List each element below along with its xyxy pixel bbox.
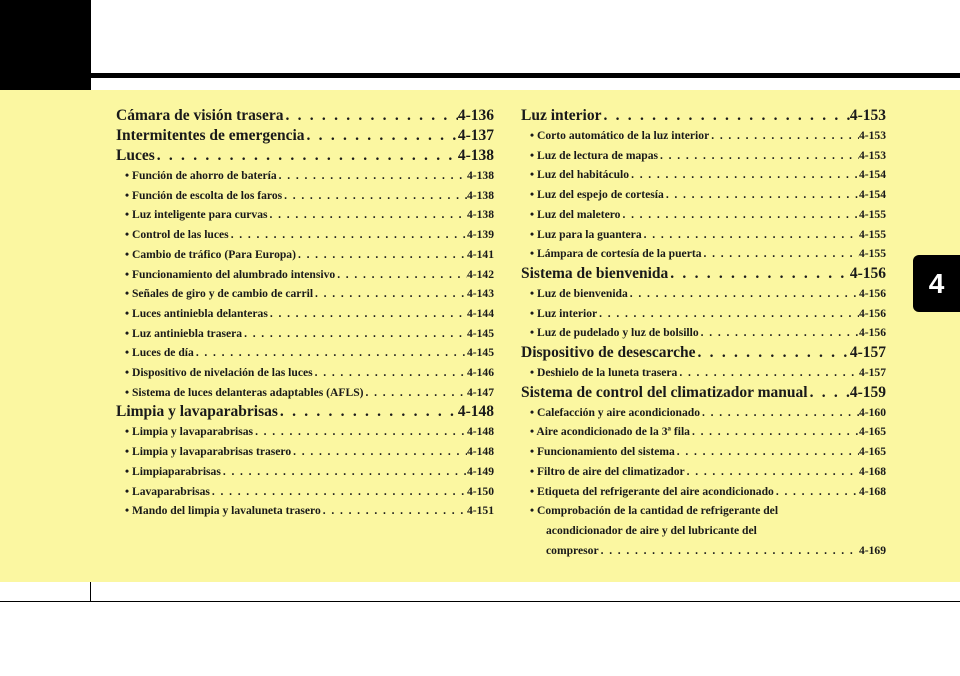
toc-entry[interactable] — [521, 422, 886, 442]
toc-entry-label: • Función de ahorro de batería — [125, 169, 277, 182]
toc-entry[interactable] — [521, 225, 886, 245]
toc-entry-label: • Señales de giro y de cambio de carril — [125, 287, 314, 301]
toc-entry-label: • Cambio de tráfico (Para Europa) — [125, 247, 296, 261]
toc-entry[interactable] — [116, 225, 494, 245]
toc-entry[interactable] — [116, 284, 494, 304]
toc-entry-label: • Luz de pudelado y luz de bolsillo — [530, 326, 699, 340]
dot-leader — [597, 304, 859, 324]
toc-page-number: 4-138 — [466, 169, 494, 182]
toc-entry-label: Sistema de bienvenida — [521, 264, 669, 282]
toc-entry-label: • Luces de día — [125, 346, 194, 360]
toc-entry[interactable] — [521, 185, 886, 205]
dot-leader — [253, 422, 467, 442]
toc-entry[interactable] — [116, 265, 494, 285]
dot-leader — [700, 403, 859, 423]
toc-entry-label: • Funcionamiento del sistema — [530, 445, 675, 459]
toc-entry-label: • Dispositivo de nivelación de las luces — [125, 366, 313, 380]
toc-page-number: 4-143 — [466, 287, 494, 301]
toc-entry-label: • Luz interior — [530, 306, 598, 320]
toc-page-number: 4-156 — [858, 326, 886, 340]
toc-page-number: 4-168 — [858, 484, 886, 498]
toc-page-number: 4-165 — [858, 445, 886, 459]
dot-leader — [699, 323, 859, 343]
toc-entry-label: • Lámpara de cortesía de la puerta — [530, 247, 702, 261]
toc-column-left — [116, 106, 494, 521]
dot-leader — [335, 265, 467, 285]
toc-page-number: 4-157 — [858, 366, 886, 380]
toc-entry[interactable] — [521, 363, 886, 383]
toc-entry[interactable] — [116, 501, 494, 521]
toc-section-heading[interactable] — [116, 146, 494, 166]
dot-leader — [221, 462, 467, 482]
dot-leader — [282, 186, 467, 206]
toc-entry[interactable] — [116, 383, 494, 403]
toc-page-number: 4-153 — [849, 107, 886, 124]
dot-leader — [685, 462, 859, 482]
toc-entry-label: • Luz antiniebla trasera — [125, 326, 243, 340]
toc-page-number: 4-148 — [466, 425, 494, 439]
toc-entry[interactable] — [521, 482, 886, 502]
toc-entry[interactable] — [521, 462, 886, 482]
toc-entry-label: • Limpiaparabrisas — [125, 464, 221, 478]
toc-page-number: 4-159 — [849, 383, 886, 401]
dot-leader — [321, 501, 467, 521]
toc-entry[interactable] — [116, 462, 494, 482]
dot-leader — [709, 126, 859, 146]
toc-entry-label: • Aire acondicionado de la 3ª fila — [530, 425, 690, 439]
toc-page-number: 4-144 — [466, 306, 494, 320]
toc-section-heading[interactable] — [521, 343, 886, 363]
toc-entry-label: • Limpia y lavaparabrisas — [125, 425, 254, 439]
toc-page-number: 4-138 — [457, 147, 494, 164]
toc-entry-label: • Etiqueta del refrigerante del aire acondicionado — [530, 484, 774, 498]
toc-page-number: 4-155 — [858, 207, 886, 221]
dot-leader — [268, 304, 467, 324]
toc-entry-label: • Lavaparabrisas — [125, 484, 210, 498]
dot-leader — [668, 264, 850, 284]
toc-entry-multiline[interactable] — [521, 501, 886, 560]
toc-entry[interactable] — [521, 126, 886, 146]
dot-leader — [296, 245, 467, 265]
dot-leader — [305, 126, 458, 146]
toc-entry[interactable] — [521, 323, 886, 343]
toc-page-number: 4-139 — [466, 228, 494, 242]
dot-leader — [774, 482, 859, 502]
toc-page-number: 4-155 — [858, 247, 886, 261]
toc-entry-label: • Limpia y lavaparabrisas trasero — [125, 445, 292, 459]
toc-entry[interactable] — [116, 482, 494, 502]
toc-page-number: 4-157 — [849, 344, 886, 362]
toc-section-heading[interactable] — [521, 264, 886, 284]
toc-page-number: 4-156 — [858, 286, 886, 300]
toc-entry[interactable] — [521, 284, 886, 304]
toc-page-number: 4-168 — [858, 464, 886, 478]
toc-entry[interactable] — [521, 244, 886, 264]
toc-entry[interactable] — [116, 205, 494, 225]
toc-entry-label: • Luz para la guantera — [530, 227, 642, 241]
toc-entry-label: • Luz del espejo de cortesía — [530, 188, 664, 202]
toc-entry[interactable] — [521, 165, 886, 185]
toc-entry-label: Dispositivo de desescarche — [521, 344, 696, 362]
dot-leader — [194, 343, 467, 363]
dot-leader — [210, 482, 467, 502]
dot-leader — [675, 442, 859, 462]
toc-entry-label-line: • Comprobación de la cantidad de refrigerante del — [530, 504, 779, 518]
toc-entry-label: Luces — [116, 147, 155, 164]
dot-leader — [628, 284, 859, 304]
toc-page-number: 4-149 — [466, 464, 494, 478]
toc-section-heading[interactable] — [116, 106, 494, 126]
toc-page-number: 4-153 — [858, 148, 886, 162]
toc-entry-label: • Mando del limpia y lavaluneta trasero — [125, 504, 321, 518]
toc-entry[interactable] — [521, 146, 886, 166]
toc-entry-label: • Control de las luces — [125, 228, 229, 242]
corner-block — [0, 0, 91, 90]
toc-entry-label: Intermitentes de emergencia — [116, 127, 305, 144]
toc-page-number: 4-155 — [858, 227, 886, 241]
toc-page-number: 4-145 — [466, 326, 494, 340]
toc-entry-label: • Sistema de luces delanteras adaptables (AFLS) — [125, 385, 364, 399]
dot-leader — [642, 225, 859, 245]
dot-leader — [283, 106, 457, 126]
dot-leader — [808, 383, 850, 403]
dot-leader — [155, 146, 458, 166]
dot-leader — [291, 442, 467, 462]
toc-entry[interactable] — [521, 442, 886, 462]
dot-leader — [242, 324, 467, 344]
toc-entry[interactable] — [116, 422, 494, 442]
toc-page-number: 4-145 — [466, 346, 494, 360]
toc-entry-label: • Luces antiniebla delanteras — [125, 306, 268, 320]
chapter-tab[interactable]: 4 — [913, 255, 960, 312]
toc-entry[interactable] — [521, 403, 886, 423]
dot-leader — [277, 166, 467, 186]
toc-page-number: 4-156 — [858, 306, 886, 320]
toc-entry-label: • Funcionamiento del alumbrado intensivo — [125, 267, 336, 281]
toc-entry-label: • Filtro de aire del climatizador — [530, 464, 685, 478]
toc-page-number: 4-138 — [466, 188, 494, 202]
dot-leader — [364, 383, 467, 403]
toc-entry-label: • Calefacción y aire acondicionado — [530, 405, 701, 419]
toc-entry-label: • Luz del maletero — [530, 207, 621, 221]
toc-entry[interactable] — [521, 304, 886, 324]
footer-rule — [0, 601, 960, 602]
toc-entry[interactable] — [116, 324, 494, 344]
toc-entry-label: • Luz del habitáculo — [530, 168, 630, 182]
dot-leader — [696, 343, 850, 363]
toc-page-number: 4-151 — [466, 504, 494, 518]
dot-leader — [664, 185, 859, 205]
toc-page-number: 4-153 — [858, 129, 886, 142]
toc-page-number: 4-146 — [466, 366, 494, 380]
toc-page-number: 4-148 — [466, 445, 494, 459]
dot-leader — [313, 284, 467, 304]
toc-entry-label: Cámara de visión trasera — [116, 107, 284, 124]
dot-leader — [229, 225, 467, 245]
toc-column-right — [521, 106, 886, 560]
toc-page-number: 4-154 — [858, 168, 886, 182]
toc-entry-label-line: acondicionador de aire y del lubricante del — [546, 523, 757, 537]
dot-leader — [677, 363, 859, 383]
toc-page-number: 4-169 — [858, 543, 886, 557]
toc-page-number: 4-141 — [466, 247, 494, 261]
header-rule — [91, 73, 960, 78]
toc-entry-label: • Deshielo de la luneta trasera — [530, 366, 678, 380]
toc-page-number: 4-156 — [849, 264, 886, 282]
toc-entry-label-line: compresor — [546, 543, 599, 557]
toc-entry-label: Luz interior — [521, 107, 602, 124]
toc-entry[interactable] — [116, 343, 494, 363]
toc-page-number: 4-138 — [466, 208, 494, 222]
dot-leader — [602, 106, 850, 126]
toc-section-heading[interactable] — [521, 383, 886, 403]
toc-page-number: 4-154 — [858, 188, 886, 202]
dot-leader — [690, 422, 859, 442]
dot-leader — [599, 541, 859, 561]
toc-entry[interactable] — [116, 363, 494, 383]
dot-leader — [268, 205, 467, 225]
toc-page-number: 4-147 — [466, 385, 494, 399]
toc-entry[interactable] — [116, 245, 494, 265]
toc-entry[interactable] — [116, 166, 494, 186]
dot-leader — [278, 402, 458, 422]
toc-page-number: 4-165 — [858, 425, 886, 439]
toc-section-heading[interactable] — [116, 126, 494, 146]
toc-entry-label: • Luz de bienvenida — [530, 286, 628, 300]
toc-entry-label: • Función de escolta de los faros — [125, 188, 283, 202]
toc-page-number: 4-137 — [457, 127, 494, 144]
toc-page-number: 4-148 — [457, 403, 494, 421]
toc-entry[interactable] — [116, 304, 494, 324]
toc-entry-label: • Luz de lectura de mapas — [530, 148, 659, 162]
dot-leader — [658, 146, 859, 166]
toc-entry-label: • Luz inteligente para curvas — [125, 208, 268, 222]
dot-leader — [620, 205, 858, 225]
toc-entry[interactable] — [116, 186, 494, 206]
dot-leader — [702, 244, 859, 264]
toc-entry[interactable] — [521, 205, 886, 225]
toc-page-number: 4-150 — [466, 484, 494, 498]
toc-entry-label: • Corto automático de la luz interior — [530, 129, 710, 142]
toc-page-number: 4-142 — [466, 267, 494, 281]
toc-section-heading[interactable] — [521, 106, 886, 126]
dot-leader — [313, 363, 467, 383]
toc-page-number: 4-136 — [457, 107, 494, 124]
toc-entry-label: Sistema de control del climatizador manual — [521, 383, 808, 401]
dot-leader — [629, 165, 859, 185]
toc-section-heading[interactable] — [116, 402, 494, 422]
toc-entry[interactable] — [116, 442, 494, 462]
toc-page-number: 4-160 — [858, 405, 886, 419]
toc-entry-label: Limpia y lavaparabrisas — [116, 403, 278, 421]
